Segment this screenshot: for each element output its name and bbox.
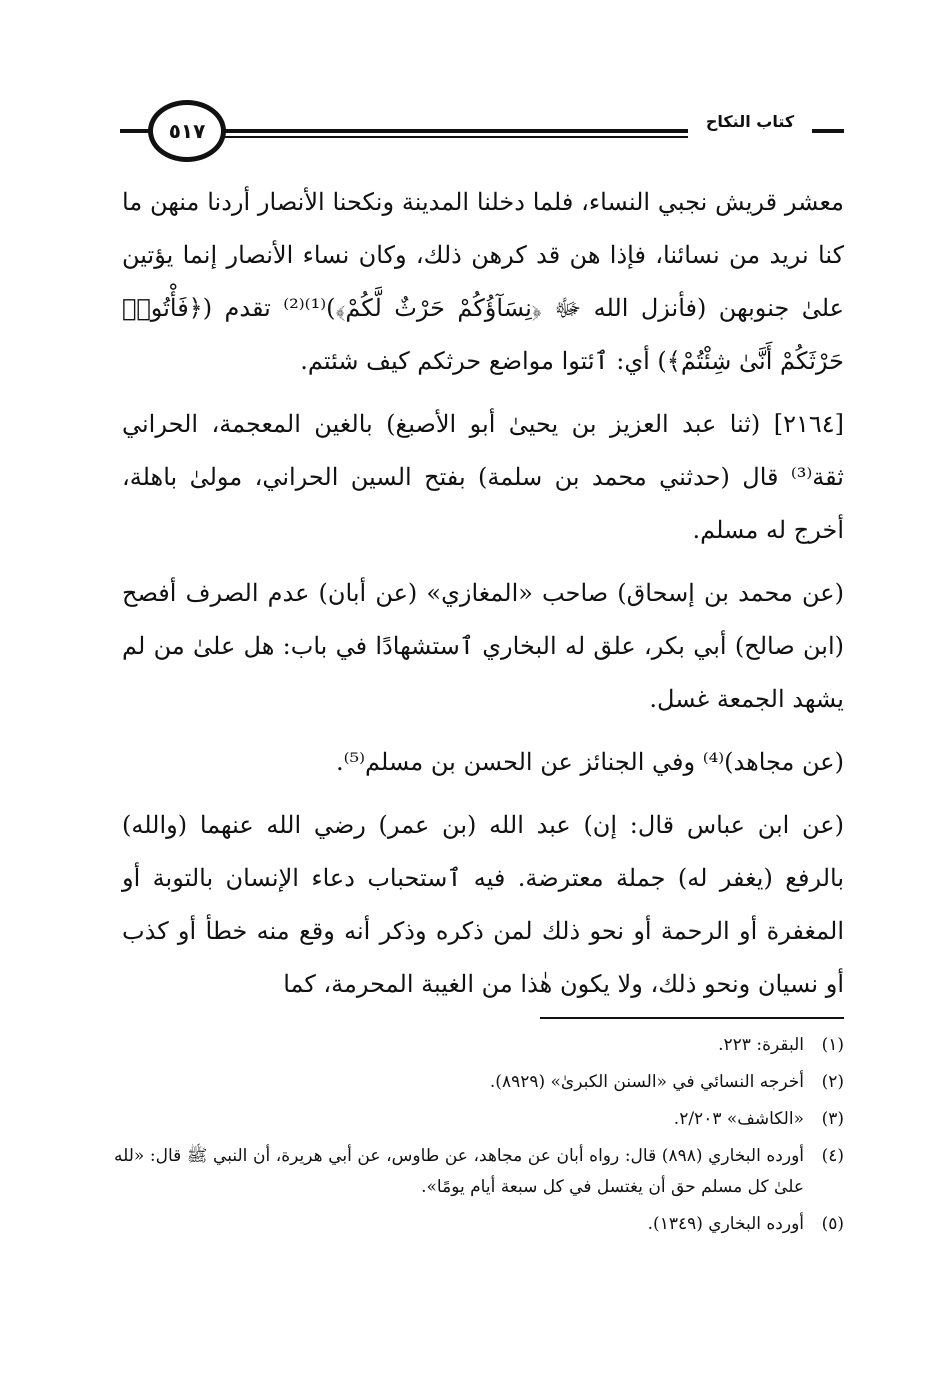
footnote-number: (٣) <box>821 1109 844 1129</box>
footnotes <box>114 1030 844 1246</box>
footnote-text: «الكاشف» ٢/٢٠٣. <box>673 1109 804 1129</box>
page-header <box>0 95 947 175</box>
footnote-number: (٢) <box>821 1072 844 1092</box>
footnote-number: (١) <box>821 1035 844 1055</box>
footnote-number: (٥) <box>821 1214 844 1234</box>
paragraph-5: (عن ابن عباس قال: إن) عبد الله (بن عمر) رضي الله عنهما (والله) بالرفع (يغفر له) جملة معترضة. فيه ٱستحباب دعاء الإنسان بالتوبة أو المغفرة أو الرحمة أو نحو ذلك لمن ذكره وذكر أنه وقع منه خطأ أو كذب أو نسيان ونحو ذلك، ولا يكون هٰذا من الغيبة المحرمة، كما <box>122 811 844 998</box>
page-number: ٥١٧ <box>148 100 226 162</box>
paragraph-1: معشر قريش نجبي النساء، فلما دخلنا المدينة ونكحنا الأنصار أردنا منهن ما كنا نريد من نسائنا، فإذا هن قد كرهن ذلك، وكان نساء الأنصار إنما يؤتين علىٰ جنوبهن (فأنزل الله ﷻ ﴿نِسَآؤُكُمْ حَرْثٌ لَّكُمْ﴾)⁽¹⁾⁽²⁾ تقدم (﴿فَأْتُوا۟ حَرْثَكُمْ أَنَّىٰ شِئْتُمْ﴾) أي: ٱئتوا مواضع حرثكم كيف شئتم. <box>122 188 844 375</box>
footnote <box>114 1209 844 1240</box>
header-rule-right <box>812 129 844 133</box>
footnote-text: أخرجه النسائي في «السنن الكبرىٰ» (٨٩٢٩). <box>489 1072 804 1092</box>
footnote <box>114 1141 844 1203</box>
footnote <box>114 1104 844 1135</box>
footnote-text: أورده البخاري (٨٩٨) قال: رواه أبان عن مجاهد، عن طاوس، عن أبي هريرة، أن النبي ﷺ قال: «لله علىٰ كل مسلم حق أن يغتسل في كل سبعة أيام يومًا». <box>114 1146 805 1197</box>
main-text <box>122 176 844 1011</box>
footnote <box>114 1067 844 1098</box>
footnote <box>114 1030 844 1061</box>
paragraph-2: [٢١٦٤] (ثنا عبد العزيز بن يحيىٰ أبو الأصبغ) بالغين المعجمة، الحراني ثقة⁽³⁾ قال (حدثني محمد بن سلمة) بفتح السين الحراني، مولىٰ باهلة، أخرج له مسلم. <box>122 410 844 544</box>
footnote-text: البقرة: ٢٢٣. <box>718 1035 804 1055</box>
paragraph-4: (عن مجاهد)⁽⁴⁾ وفي الجنائز عن الحسن بن مسلم⁽⁵⁾. <box>336 748 844 776</box>
header-rule-middle-thin <box>222 136 688 138</box>
footnote-text: أورده البخاري (١٣٤٩). <box>647 1214 804 1234</box>
paragraph-3: (عن محمد بن إسحاق) صاحب «المغازي» (عن أبان) عدم الصرف أفصح (ابن صالح) أبي بكر، علق له البخاري ٱستشهادًا في باب: هل علىٰ من لم يشهد الجمعة غسل. <box>122 579 844 713</box>
footnote-number: (٤) <box>821 1146 844 1166</box>
footnote-separator <box>540 1017 844 1019</box>
running-title: كتاب النكاح <box>705 112 795 131</box>
header-rule-middle <box>222 129 688 133</box>
